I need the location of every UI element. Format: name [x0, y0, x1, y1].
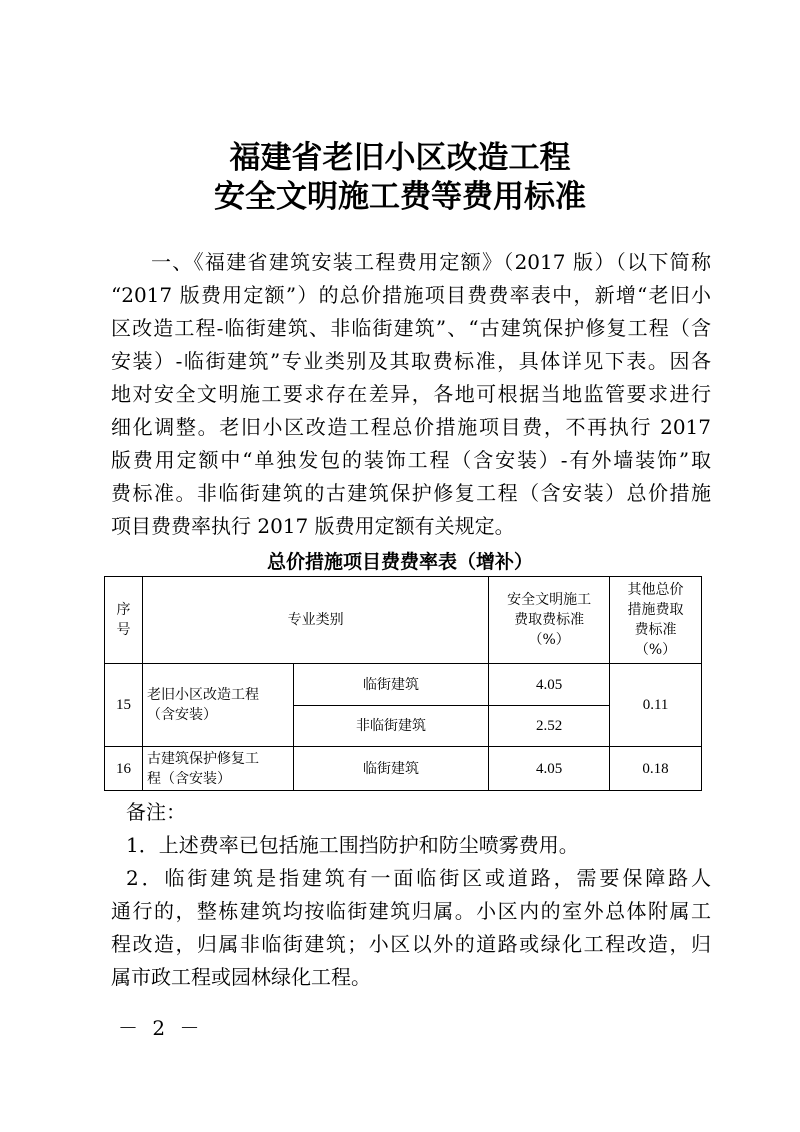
row-safety-rate: 4.05: [489, 664, 610, 706]
rates-table: [104, 576, 702, 791]
row-subcategory: 临街建筑: [293, 747, 489, 791]
header-safety-rate: 安全文明施工 费取费标准 （%）: [489, 577, 610, 664]
notes-heading: 备注：: [126, 800, 186, 824]
document-title-line1: 福建省老旧小区改造工程: [229, 140, 571, 176]
intro-line: 细化调整。老旧小区改造工程总价措施项目费，不再执行 2017: [111, 415, 711, 439]
row-other-rate: 0.18: [610, 747, 702, 791]
intro-line: 版费用定额中“单独发包的装饰工程（含安装）-有外墙装饰”取: [111, 448, 711, 472]
row-category: 老旧小区改造工程 （含安装）: [142, 664, 293, 747]
row-category: 古建筑保护修复工 程（含安装）: [142, 747, 293, 791]
row-subcategory: 临街建筑: [293, 664, 489, 706]
document-title-line2: 安全文明施工费等费用标准: [214, 179, 586, 215]
table-row: [105, 664, 702, 706]
header-other-rate: 其他总价 措施费取 费标准 （%）: [610, 577, 702, 664]
intro-line: “2017 版费用定额”）的总价措施项目费费率表中，新增“老旧小: [111, 283, 711, 307]
row-safety-rate: 4.05: [489, 747, 610, 791]
note-2-line: 程改造，归属非临街建筑；小区以外的道路或绿化工程改造，归: [111, 932, 711, 956]
intro-paragraph: [111, 246, 711, 543]
header-seq: 序 号: [105, 577, 143, 664]
row-seq: 15: [105, 664, 143, 747]
note-1: 1．上述费率已包括施工围挡防护和防尘喷雾费用。: [126, 833, 579, 857]
row-safety-rate: 2.52: [489, 706, 610, 747]
table-header-row: [105, 577, 702, 664]
row-other-rate: 0.11: [610, 664, 702, 747]
note-2-line: 2．临街建筑是指建筑有一面临街区或道路，需要保障路人: [126, 866, 711, 890]
table-title: 总价措施项目费费率表（增补）: [266, 551, 533, 573]
row-subcategory: 非临街建筑: [293, 706, 489, 747]
intro-line: 安装）-临街建筑”专业类别及其取费标准，具体详见下表。因各: [111, 349, 711, 373]
notes-section: [111, 796, 711, 994]
note-2-line: 通行的，整栋建筑均按临街建筑归属。小区内的室外总体附属工: [111, 899, 711, 923]
intro-line: 地对安全文明施工要求存在差异，各地可根据当地监管要求进行: [111, 382, 711, 406]
table-row: [105, 747, 702, 791]
note-2-line: 属市政工程或园林绿化工程。: [111, 965, 371, 989]
page-number: － 2 －: [118, 1016, 204, 1040]
intro-line: 区改造工程-临街建筑、非临街建筑”、“古建筑保护修复工程（含: [111, 316, 711, 340]
intro-line: 费标准。非临街建筑的古建筑保护修复工程（含安装）总价措施: [111, 481, 711, 505]
header-category: 专业类别: [142, 577, 488, 664]
row-seq: 16: [105, 747, 143, 791]
intro-line: 一、《福建省建筑安装工程费用定额》（2017 版）（以下简称: [151, 250, 711, 274]
intro-line: 项目费费率执行 2017 版费用定额有关规定。: [111, 514, 515, 538]
